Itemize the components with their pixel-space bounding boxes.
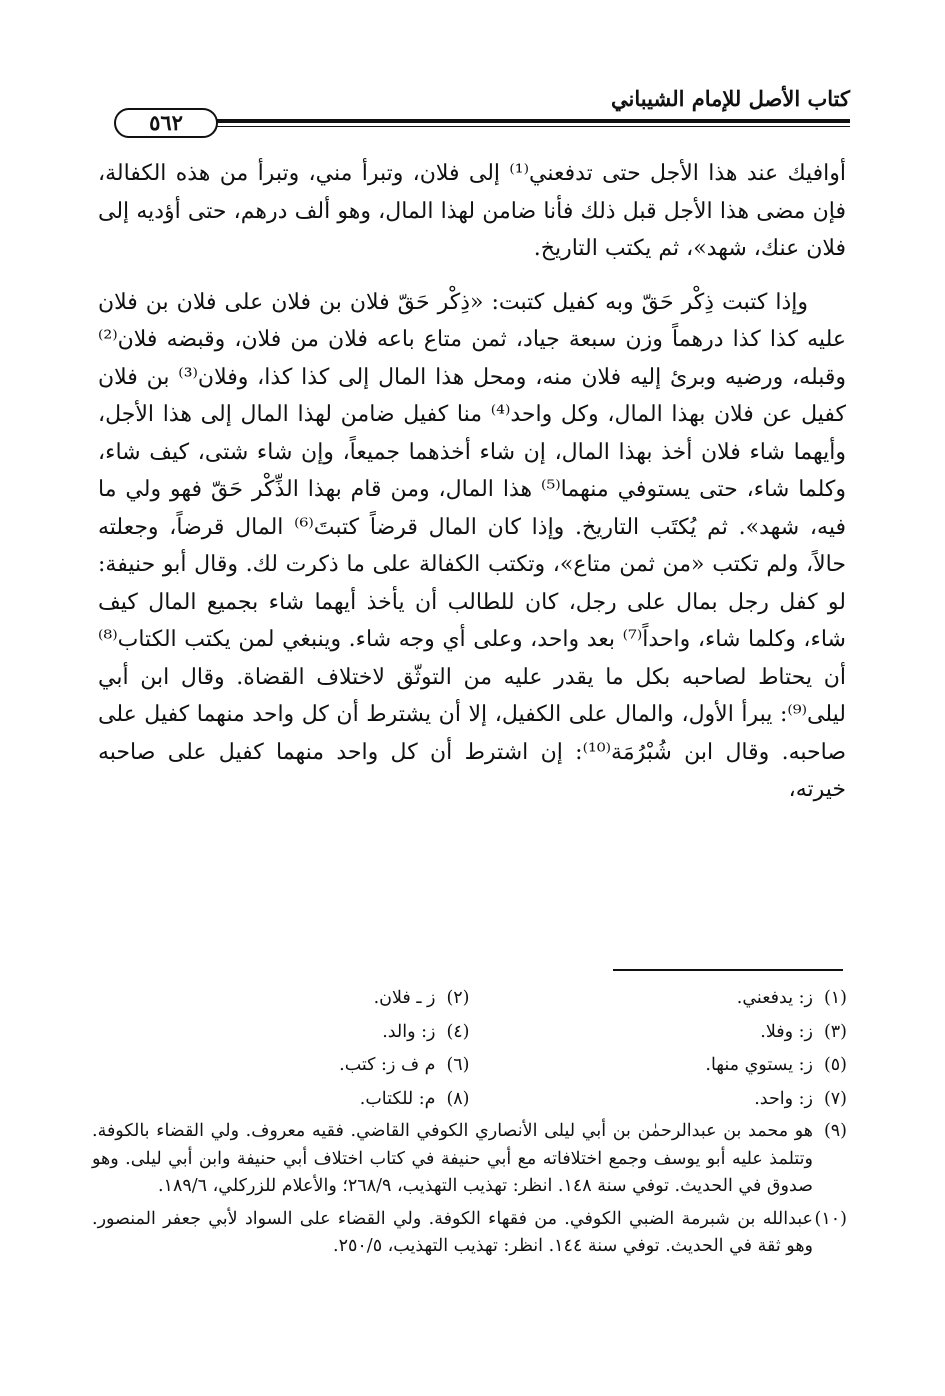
footnote-text: ز: واحد. — [754, 1088, 813, 1109]
footnote-text: ز: يستوي منها. — [705, 1055, 813, 1075]
footnote-number: (٢) — [446, 988, 470, 1008]
footnote-number: (١) — [823, 988, 847, 1008]
page-number-badge: ٥٦٢ — [114, 108, 218, 138]
footnote-number: (٣) — [823, 1021, 847, 1042]
footnote-1 — [470, 985, 848, 1013]
page-header — [88, 78, 850, 138]
footnote-number: (٦) — [446, 1055, 470, 1075]
footnote-4 — [92, 1019, 470, 1047]
footnote-text: هو محمد بن عبدالرحمٰن بن أبي ليلى الأنصاري الكوفي القاضي. فقيه معروف. ولي القضاء بالكوفة. وتتلمذ عليه أبو يوسف وجمع اختلافاته مع أبي حنيفة في كتاب اختلاف أبي حنيفة وابن أبي ليلى. وهو صدوق في الحديث. توفي سنة ١٤٨. انظر: تهذيب التهذيب، ٢٦٨/٩؛ والأعلام للزركلي، ١٨٩/٦. — [92, 1121, 813, 1196]
footnote-number: (٨) — [446, 1088, 470, 1109]
footnote-text: ز: يدفعني. — [736, 988, 813, 1008]
footnote-separator — [613, 969, 843, 971]
footnote-text: عبدالله بن شبرمة الضبي الكوفي. من فقهاء الكوفة. ولي القضاء على السواد لأبي جعفر المنصور. وهو ثقة في الحديث. توفي سنة ١٤٤. انظر: تهذيب التهذيب، ٢٥٠/٥. — [92, 1208, 813, 1256]
footnote-7 — [470, 1086, 848, 1114]
footnote-number: (٤) — [446, 1021, 470, 1042]
footnote-8 — [92, 1086, 470, 1114]
footnote-number: (٩) — [823, 1121, 847, 1141]
footnote-9 — [92, 1118, 847, 1201]
book-title: كتاب الأصل للإمام الشيباني — [611, 86, 850, 111]
short-footnotes — [92, 985, 847, 1113]
footnote-2 — [92, 985, 470, 1013]
footnote-text: م ف ز: كتب. — [339, 1055, 436, 1075]
footnote-3 — [470, 1019, 848, 1047]
footnote-number: (٧) — [823, 1088, 847, 1109]
header-rule-thick — [115, 119, 850, 123]
footnote-6 — [92, 1052, 470, 1080]
header-rule-thin — [115, 126, 850, 127]
footnote-number: (١٠) — [814, 1208, 847, 1229]
paragraph-2: وإذا كتبت ذِكْر حَقّ وبه كفيل كتبت: «ذِكْر حَقّ فلان بن فلان على فلان بن فلان عليه كذا كذا درهماً وزن سبعة جياد، ثمن متاع باعه فلان من فلان، وقبضه فلان⁽²⁾ وقبله، ورضيه وبرئ إليه فلان منه، ومحل هذا المال إلى كذا كذا، وفلان⁽³⁾ بن فلان كفيل عن فلان بهذا المال، وكل واحد⁽⁴⁾ منا كفيل ضامن لهذا المال إلى هذا الأجل، وأيهما شاء فلان أخذ بهذا المال، إن شاء أخذهما جميعاً، وإن شاء شتى، كيف شاء، وكلما شاء، حتى يستوفي منهما⁽⁵⁾ هذا المال، ومن قام بهذا الذِّكْر حَقّ فهو ولي ما فيه، شهد». ثم يُكتَب التاريخ. وإذا كان المال قرضاً كتبتَ⁽⁶⁾ المال قرضاً، وجعلته حالاً، ولم تكتب «من ثمن متاع»، وتكتب الكفالة على ما ذكرت لك. وقال أبو حنيفة: لو كفل رجل بمال على رجل، كان للطالب أن يأخذ أيهما شاء بجميع المال كيف شاء، وكلما شاء، واحداً⁽⁷⁾ بعد واحد، وعلى أي وجه شاء. وينبغي لمن يكتب الكتاب⁽⁸⁾ أن يحتاط لصاحبه بكل ما يقدر عليه من التوثّق لاختلاف القضاة. وقال ابن أبي ليلى⁽⁹⁾: يبرأ الأول، والمال على الكفيل، إلا أن يشترط أن كل واحد منهما كفيل على صاحبه. وقال ابن شُبْرُمَة⁽¹⁰⁾: إن اشترط أن كل واحد منهما كفيل على صاحبه خيرته، — [98, 289, 847, 802]
footnote-text: ز: والد. — [382, 1021, 436, 1042]
main-text-body — [98, 155, 846, 809]
footnote-10 — [92, 1206, 847, 1261]
footnote-text: ز ـ فلان. — [373, 988, 436, 1008]
footnote-text: ز: وفلا. — [760, 1021, 813, 1042]
footnote-5 — [470, 1052, 848, 1080]
footnote-text: م: للكتاب. — [359, 1088, 436, 1109]
paragraph-1: أوافيك عند هذا الأجل حتى تدفعني⁽¹⁾ إلى فلان، وتبرأ مني، وتبرأ من هذه الكفالة، فإن مضى هذا الأجل قبل ذلك فأنا ضامن لهذا المال، وهو ألف درهم، حتى أؤديه إلى فلان عنك، شهد»، ثم يكتب التاريخ. — [98, 161, 846, 261]
footnote-number: (٥) — [823, 1055, 847, 1075]
footnotes-section — [92, 985, 847, 1261]
